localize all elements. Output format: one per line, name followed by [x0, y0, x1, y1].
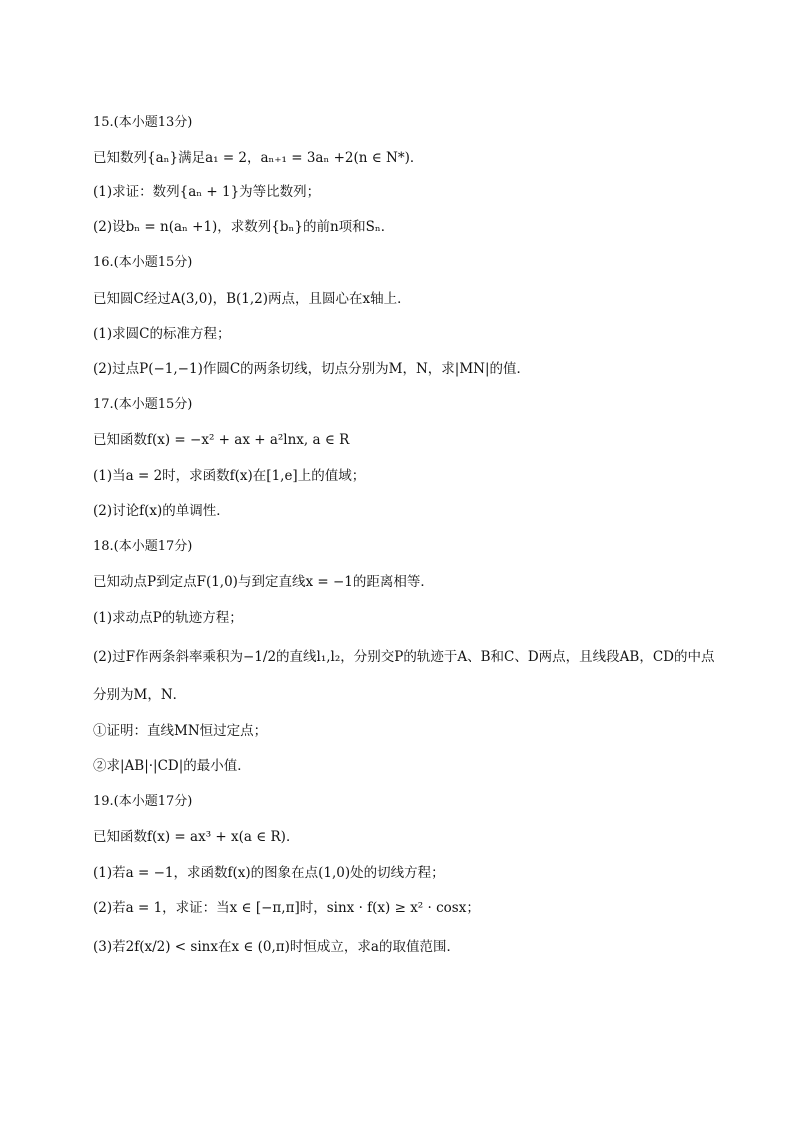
problem-16-part-2: (2)过点P(−1,−1)作圆C的两条切线，切点分别为M，N，求|MN|的值． [93, 361, 531, 377]
problem-16-stem: 已知圆C经过A(3,0)，B(1,2)两点，且圆心在x轴上． [93, 291, 411, 307]
problem-19-header: 19.(本小题17分) [93, 794, 193, 809]
problem-18-part-1: (1)求动点P的轨迹方程； [93, 610, 243, 626]
problem-18-part-2-cont: 分别为M，N． [93, 687, 187, 703]
problem-18-sub-1: ①证明：直线MN恒过定点； [93, 723, 268, 739]
problem-17-header: 17.(本小题15分) [93, 397, 193, 412]
problem-18-sub-2: ②求|AB|·|CD|的最小值． [93, 758, 251, 774]
problem-19-part-1: (1)若a = −1，求函数f(x)的图象在点(1,0)处的切线方程； [93, 865, 445, 881]
problem-16-part-1: (1)求圆C的标准方程； [93, 326, 231, 342]
problem-15-header: 15.(本小题13分) [93, 115, 193, 130]
problem-17-stem: 已知函数f(x) = −x² + ax + a²lnx, a ∈ R [93, 432, 350, 448]
problem-15-part-1: (1)求证：数列{aₙ + 1}为等比数列； [93, 184, 321, 200]
problem-18-header: 18.(本小题17分) [93, 539, 193, 554]
problem-17-part-1: (1)当a = 2时，求函数f(x)在[1,e]上的值域； [93, 468, 366, 484]
problem-19-part-2: (2)若a = 1，求证：当x ∈ [−π,π]时，sinx · f(x) ≥ x² · cosx； [93, 900, 480, 916]
problem-19-stem: 已知函数f(x) = ax³ + x(a ∈ R)． [93, 829, 300, 845]
problem-17-part-2: (2)讨论f(x)的单调性． [93, 503, 230, 519]
problem-18-stem: 已知动点P到定点F(1,0)与到定直线x = −1的距离相等． [93, 574, 434, 590]
problem-15-part-2: (2)设bₙ = n(aₙ +1)，求数列{bₙ}的前n项和Sₙ． [93, 219, 395, 235]
problem-18-part-2: (2)过F作两条斜率乘积为−1/2的直线l₁,l₂，分别交P的轨迹于A、B和C、D两点，且线段AB，CD的中点 [93, 649, 715, 665]
problem-19-part-3: (3)若2f(x/2) < sinx在x ∈ (0,π)时恒成立，求a的取值范围． [93, 939, 460, 955]
problem-16-header: 16.(本小题15分) [93, 255, 193, 270]
problem-15-stem: 已知数列{aₙ}满足a₁ = 2，aₙ₊₁ = 3aₙ +2(n ∈ N*)． [93, 150, 424, 166]
